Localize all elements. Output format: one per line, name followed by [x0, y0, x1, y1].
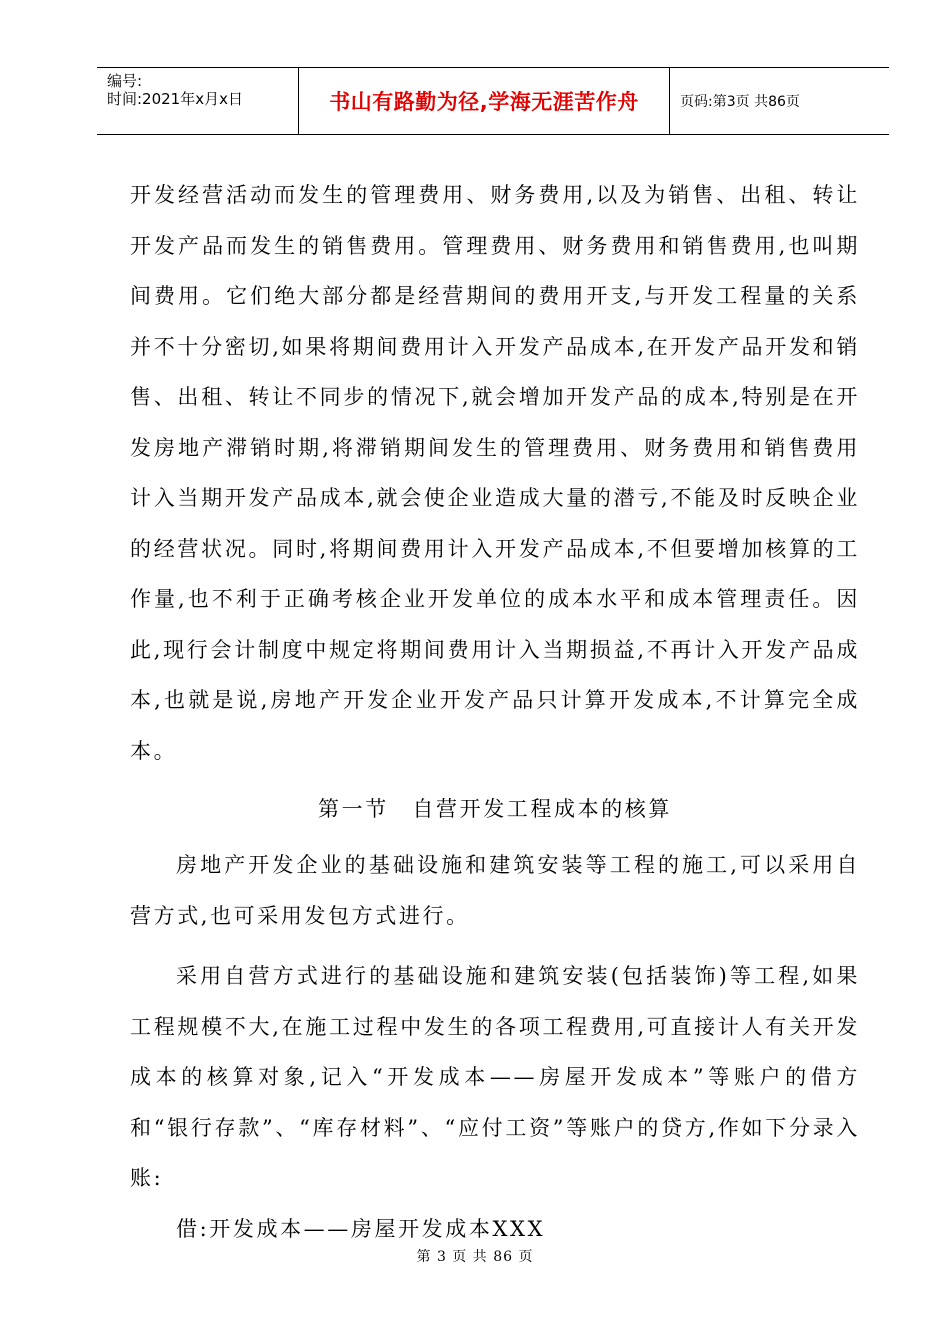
header-motto: 书山有路勤为径,学海无涯苦作舟 — [299, 68, 670, 134]
header-meta — [97, 68, 299, 134]
page-footer: 第 3 页 共 86 页 — [416, 1249, 534, 1265]
header-page-info: 页码:第3页 共86页 — [680, 94, 800, 110]
body-paragraph-1: 开发经营活动而发生的管理费用、财务费用,以及为销售、出租、转让开发产品而发生的销售费用。管理费用、财务费用和销售费用,也叫期间费用。它们绝大部分都是经营期间的费用开支,与开发工程量的关系并不十分密切,如果将期间费用计入开发产品成本,在开发产品开发和销售、出租、转让不同步的情况下,就会增加开发产品的成本,特别是在开发房地产滞销时期,将滞销期间发生的管理费用、财务费用和销售费用计入当期开发产品成本,就会使企业造成大量的潜亏,不能及时反映企业的经营状况。同时,将期间费用计入开发产品成本,不但要增加核算的工作量,也不利于正确考核企业开发单位的成本水平和成本管理责任。因此,现行会计制度中规定将期间费用计入当期损益,不再计入开发产品成本,也就是说,房地产开发企业开发产品只计算开发成本,不计算完全成本。 — [130, 183, 860, 763]
paragraph-gap — [130, 941, 860, 951]
time-label: 时间:2021年x月x日 — [107, 90, 243, 108]
serial-number-label: 编号: — [107, 72, 143, 90]
body-paragraph-3: 采用自营方式进行的基础设施和建筑安装(包括装饰)等工程,如果工程规模不大,在施工过程中发生的各项工程费用,可直接计人有关开发成本的核算对象,记入“开发成本——房屋开发成本”等账户的借方和“银行存款”、“库存材料”、“应付工资”等账户的贷方,作如下分录入账: — [130, 964, 860, 1190]
section-heading: 第一节 自营开发工程成本的核算 — [318, 797, 672, 821]
page-header — [97, 67, 889, 135]
body-paragraph-2: 房地产开发企业的基础设施和建筑安装等工程的施工,可以采用自营方式,也可采用发包方式进行。 — [130, 853, 860, 928]
journal-entry: 借:开发成本——房屋开发成本XXX — [176, 1216, 546, 1241]
document-body — [130, 170, 860, 1254]
